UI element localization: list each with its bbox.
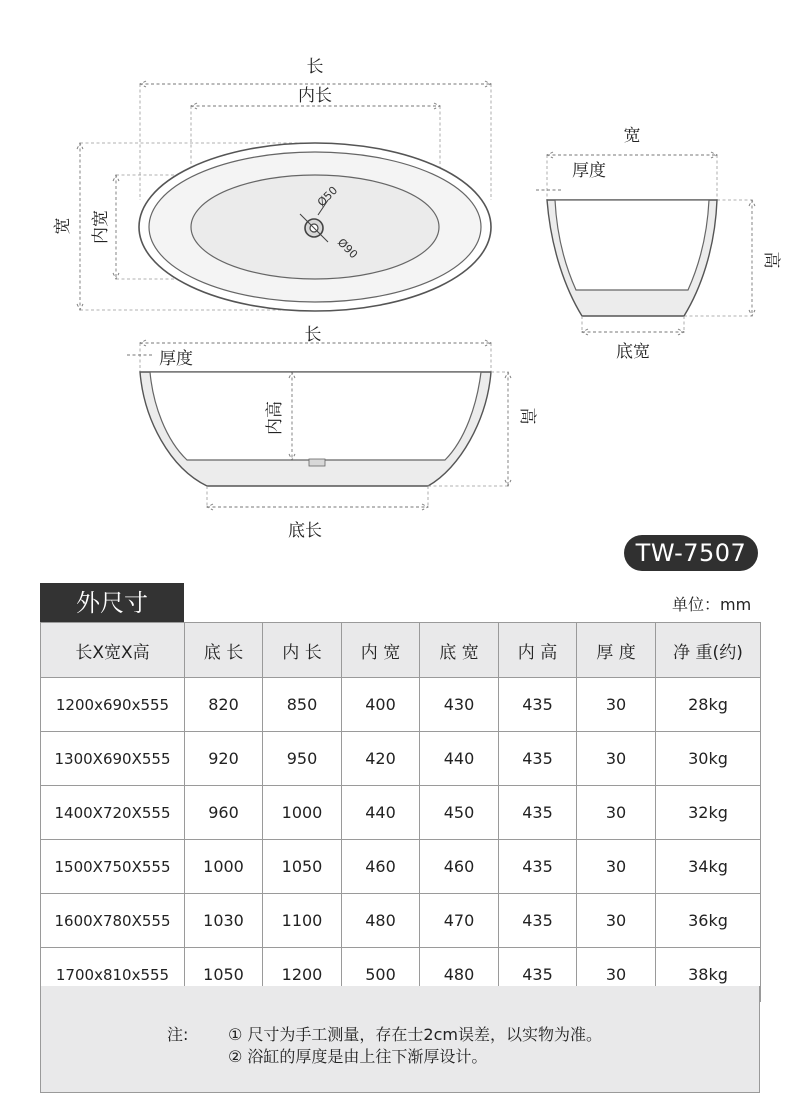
table-cell: 1200x690x555 [41, 678, 185, 732]
header-inner-width: 内 宽 [342, 623, 420, 678]
top-inner-width-label: 内宽 [91, 210, 111, 244]
table-cell: 1500X750X555 [41, 840, 185, 894]
end-height-label: 高 [761, 251, 781, 269]
side-view [127, 325, 537, 541]
table-cell: 28kg [656, 678, 761, 732]
table-row [41, 732, 761, 786]
end-thickness-label: 厚度 [572, 161, 606, 181]
table-cell: 435 [499, 678, 577, 732]
table-cell: 950 [263, 732, 342, 786]
end-view [536, 126, 781, 362]
side-length-label: 长 [304, 325, 322, 345]
notes-panel [40, 986, 760, 1093]
table-row [41, 786, 761, 840]
top-inner-length-label: 内长 [298, 86, 332, 106]
table-cell: 420 [342, 732, 420, 786]
end-width-label: 宽 [623, 126, 641, 146]
table-cell: 1100 [263, 894, 342, 948]
table-cell: 30 [577, 786, 656, 840]
top-view [53, 57, 491, 311]
table-cell: 1030 [185, 894, 263, 948]
table-cell: 1000 [263, 786, 342, 840]
table-cell: 440 [420, 732, 499, 786]
table-cell: 460 [420, 840, 499, 894]
table-cell: 1400X720X555 [41, 786, 185, 840]
table-cell: 36kg [656, 894, 761, 948]
side-base-length-label: 底长 [288, 521, 322, 541]
end-base-width-label: 底宽 [616, 342, 650, 362]
model-badge: TW-7507 [624, 535, 758, 571]
table-cell: 470 [420, 894, 499, 948]
table-cell: 1300X690X555 [41, 732, 185, 786]
table-cell: 1000 [185, 840, 263, 894]
header-thickness: 厚 度 [577, 623, 656, 678]
table-cell: 30 [577, 840, 656, 894]
table-cell: 38kg [656, 948, 761, 1002]
table-cell: 460 [342, 840, 420, 894]
table-cell: 400 [342, 678, 420, 732]
top-length-label: 长 [306, 57, 324, 77]
table-cell: 850 [263, 678, 342, 732]
table-cell: 430 [420, 678, 499, 732]
note-item: ② 浴缸的厚度是由上往下渐厚设计。 [228, 1047, 488, 1066]
table-cell: 1700x810x555 [41, 948, 185, 1002]
table-cell: 435 [499, 948, 577, 1002]
side-thickness-label: 厚度 [159, 349, 193, 369]
drain-50-label: Ø50 [314, 183, 341, 210]
table-cell: 30 [577, 732, 656, 786]
top-width-label: 宽 [53, 217, 73, 235]
notes-label: 注: [167, 1025, 189, 1044]
table-cell: 440 [342, 786, 420, 840]
header-inner-length: 内 长 [263, 623, 342, 678]
header-inner-height: 内 高 [499, 623, 577, 678]
table-cell: 1200 [263, 948, 342, 1002]
header-net-weight: 净 重(约) [656, 623, 761, 678]
dimension-table [40, 622, 760, 1002]
side-height-label: 高 [517, 407, 537, 425]
table-cell: 435 [499, 732, 577, 786]
table-cell: 1050 [185, 948, 263, 1002]
table-cell: 480 [420, 948, 499, 1002]
table-header-row [41, 623, 761, 678]
table-cell: 480 [342, 894, 420, 948]
table-row [41, 678, 761, 732]
table-cell: 1600X780X555 [41, 894, 185, 948]
table-cell: 32kg [656, 786, 761, 840]
section-title: 外尺寸 [40, 583, 184, 623]
header-base-length: 底 长 [185, 623, 263, 678]
table-cell: 435 [499, 786, 577, 840]
table-cell: 435 [499, 840, 577, 894]
table-cell: 450 [420, 786, 499, 840]
table-row [41, 840, 761, 894]
table-cell: 30 [577, 894, 656, 948]
unit-label: 单位：mm [672, 595, 752, 614]
table-cell: 30 [577, 678, 656, 732]
table-cell: 920 [185, 732, 263, 786]
table-cell: 1050 [263, 840, 342, 894]
table-cell: 30kg [656, 732, 761, 786]
table-cell: 820 [185, 678, 263, 732]
table-cell: 500 [342, 948, 420, 1002]
drain-90-label: Ø90 [334, 235, 361, 262]
table-cell: 34kg [656, 840, 761, 894]
note-item: ① 尺寸为手工测量，存在士2cm误差，以实物为准。 [228, 1025, 602, 1044]
table-cell: 435 [499, 894, 577, 948]
table-row [41, 894, 761, 948]
side-inner-height-label: 内高 [265, 401, 285, 435]
table-cell: 960 [185, 786, 263, 840]
table-cell: 30 [577, 948, 656, 1002]
header-base-width: 底 宽 [420, 623, 499, 678]
header-size: 长X宽X高 [41, 623, 185, 678]
